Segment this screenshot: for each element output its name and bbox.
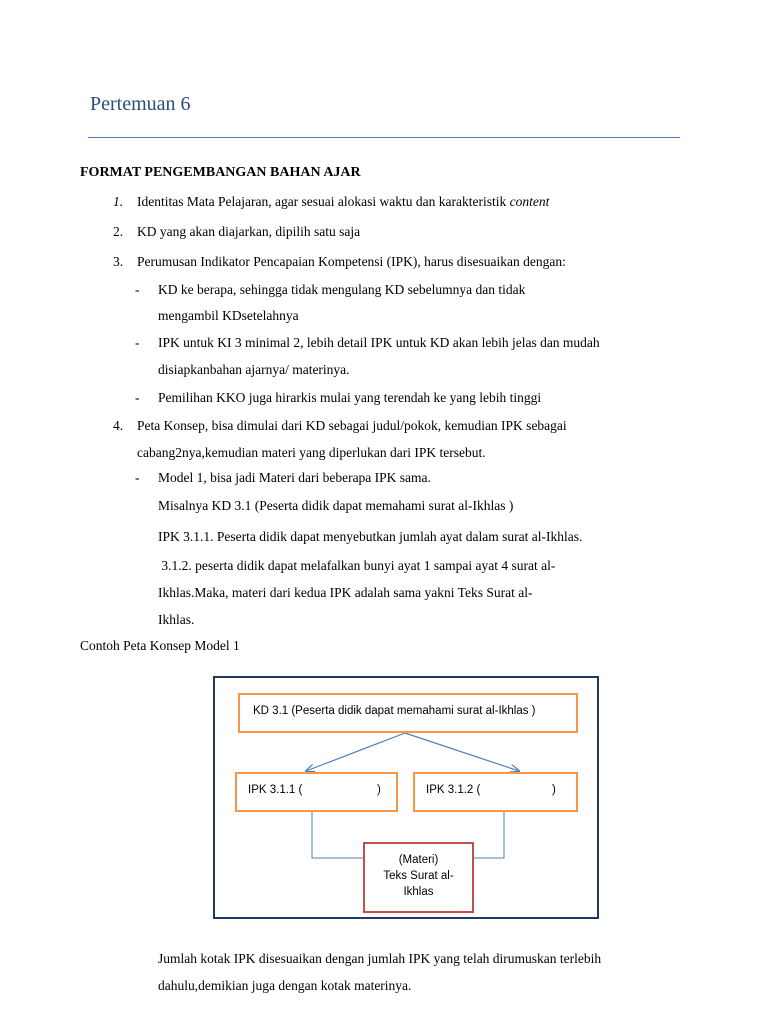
page-title: Pertemuan 6 xyxy=(90,93,191,115)
sub-item-4-line3: IPK 3.1.1. Peserta didik dapat menyebutkan jumlah ayat dalam surat al-Ikhlas. xyxy=(158,529,583,544)
sub-dash-3-3: - xyxy=(135,390,140,405)
ipk-box-1-close: ) xyxy=(377,784,381,796)
sub-item-3-2-line2: disiapkanbahan ajarnya/ materinya. xyxy=(158,362,350,377)
example-label: Contoh Peta Konsep Model 1 xyxy=(80,638,240,653)
ipk-box-2-label: IPK 3.1.2 ( xyxy=(426,784,481,796)
materi-line-1: (Materi) xyxy=(398,854,439,866)
list-number-2: 2. xyxy=(113,224,124,239)
sub-item-4-line5: Ikhlas.Maka, materi dari kedua IPK adalah sama yakni Teks Surat al- xyxy=(158,585,533,600)
list-item-1-text: Identitas Mata Pelajaran, agar sesuai alokasi waktu dan karakteristik xyxy=(137,194,510,209)
materi-line-3: Ikhlas xyxy=(403,886,434,898)
sub-item-3-3-line1: Pemilihan KKO juga hirarkis mulai yang terendah ke yang lebih tinggi xyxy=(158,390,542,405)
materi-line-2: Teks Surat al- xyxy=(383,870,454,882)
arrow-kd-to-ipk1 xyxy=(306,733,405,771)
list-item-3: Perumusan Indikator Pencapaian Kompetensi (IPK), harus disesuaikan dengan: xyxy=(137,254,566,269)
section-title: FORMAT PENGEMBANGAN BAHAN AJAR xyxy=(80,165,361,180)
ipk-box-1-label: IPK 3.1.1 ( xyxy=(248,784,303,796)
sub-item-3-2-line1: IPK untuk KI 3 minimal 2, lebih detail IPK untuk KD akan lebih jelas dan mudah xyxy=(158,335,600,350)
list-number-4: 4. xyxy=(113,418,124,433)
connector-ipk2-to-materi xyxy=(474,812,504,858)
arrow-kd-to-ipk2 xyxy=(405,733,519,771)
list-item-2: KD yang akan diajarkan, dipilih satu saja xyxy=(137,224,361,239)
sub-item-4-line4: 3.1.2. peserta didik dapat melafalkan bunyi ayat 1 sampai ayat 4 surat al- xyxy=(158,558,556,573)
list-number-3: 3. xyxy=(113,254,124,269)
sub-item-4-line1: Model 1, bisa jadi Materi dari beberapa IPK sama. xyxy=(158,470,431,485)
ipk-box-2 xyxy=(413,772,578,812)
connector-ipk1-to-materi xyxy=(312,812,363,858)
kd-box xyxy=(238,693,578,733)
sub-dash-4-1: - xyxy=(135,470,140,485)
sub-dash-3-1: - xyxy=(135,282,140,297)
sub-item-4-line6: Ikhlas. xyxy=(158,612,195,627)
list-item-4-line1: Peta Konsep, bisa dimulai dari KD sebagai judul/pokok, kemudian IPK sebagai xyxy=(137,418,567,433)
sub-item-3-1-line2: mengambil KDsetelahnya xyxy=(158,308,299,323)
list-item-1-italic: content xyxy=(509,194,550,209)
sub-item-3-1-line1: KD ke berapa, sehingga tidak mengulang KD sebelumnya dan tidak xyxy=(158,282,526,297)
ipk-box-1 xyxy=(235,772,398,812)
footer-note-line1: Jumlah kotak IPK disesuaikan dengan jumlah IPK yang telah dirumuskan terlebih xyxy=(158,951,602,966)
sub-dash-3-2: - xyxy=(135,335,140,350)
sub-item-4-line2: Misalnya KD 3.1 (Peserta didik dapat memahami surat al-Ikhlas ) xyxy=(158,498,514,513)
list-number-1: 1. xyxy=(113,194,124,209)
list-item-4-line2: cabang2nya,kemudian materi yang diperlukan dari IPK tersebut. xyxy=(137,445,486,460)
ipk-box-2-close: ) xyxy=(552,784,556,796)
kd-box-label: KD 3.1 (Peserta didik dapat memahami surat al-Ikhlas ) xyxy=(253,705,536,717)
footer-note-line2: dahulu,demikian juga dengan kotak materinya. xyxy=(158,978,412,993)
materi-box xyxy=(363,842,474,913)
